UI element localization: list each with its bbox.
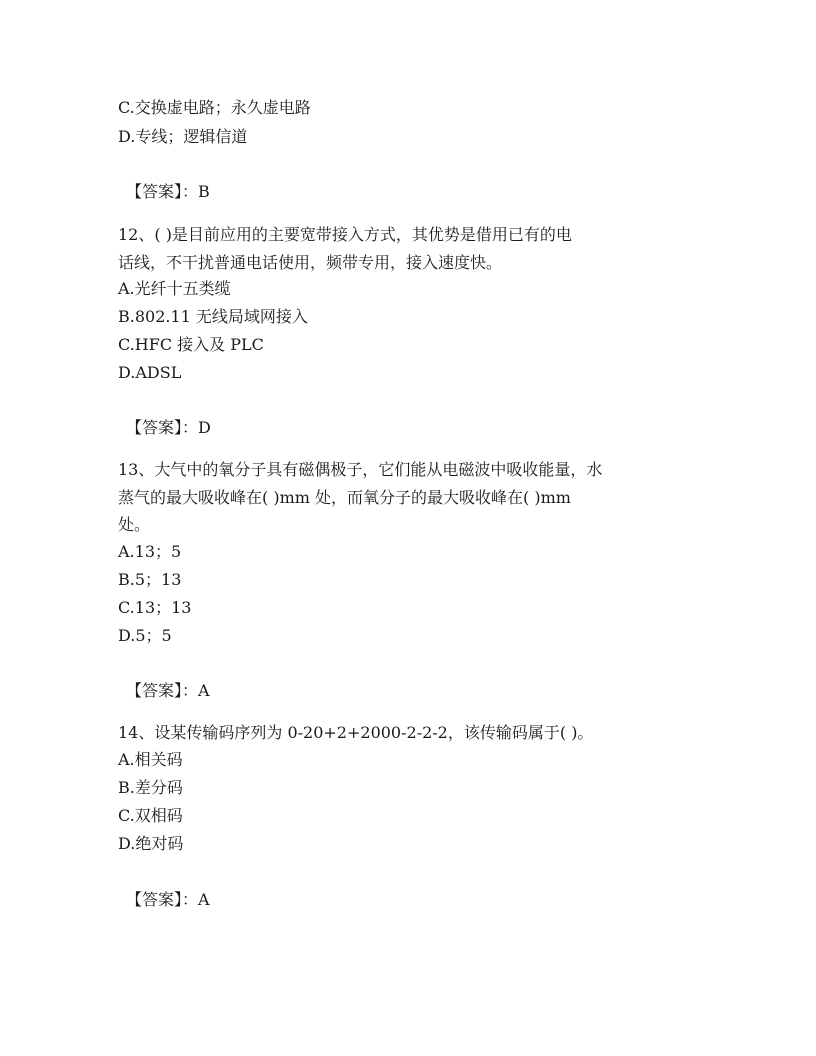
q13-option-d: D.5；5 xyxy=(118,626,172,645)
q13-option-c: C.13；13 xyxy=(118,598,192,617)
q13-option-a: A.13；5 xyxy=(118,542,182,561)
q13-stem-line2: 蒸气的最大吸收峰在( )mm 处，而氧分子的最大吸收峰在( )mm xyxy=(118,488,571,507)
q12-option-a: A.光纤十五类缆 xyxy=(118,279,231,298)
q12-answer: 【答案】：D xyxy=(126,418,211,437)
q12-stem-line1: 12、( )是目前应用的主要宽带接入方式，其优势是借用已有的电 xyxy=(118,225,572,244)
q14-option-b: B.差分码 xyxy=(118,778,183,797)
q14-stem-line1: 14、设某传输码序列为 0-20+2+2000-2-2-2，该传输码属于( )。 xyxy=(118,723,594,742)
top-option-d: D.专线；逻辑信道 xyxy=(118,127,248,146)
q14-answer: 【答案】：A xyxy=(126,890,210,909)
q14-option-a: A.相关码 xyxy=(118,750,183,769)
q12-option-b: B.802.11 无线局域网接入 xyxy=(118,307,308,326)
q12-option-c: C.HFC 接入及 PLC xyxy=(118,335,264,354)
q12-stem-line2: 话线，不干扰普通电话使用，频带专用，接入速度快。 xyxy=(118,253,503,272)
q14-option-c: C.双相码 xyxy=(118,806,183,825)
q13-answer: 【答案】：A xyxy=(126,681,210,700)
top-answer: 【答案】：B xyxy=(126,182,210,201)
q12-option-d: D.ADSL xyxy=(118,363,182,382)
top-option-c: C.交换虚电路；永久虚电路 xyxy=(118,98,311,117)
q13-stem-line1: 13、大气中的氧分子具有磁偶极子，它们能从电磁波中吸收能量，水 xyxy=(118,460,603,479)
q13-stem-line3: 处。 xyxy=(118,515,151,534)
q14-option-d: D.绝对码 xyxy=(118,834,184,853)
q13-option-b: B.5；13 xyxy=(118,570,182,589)
